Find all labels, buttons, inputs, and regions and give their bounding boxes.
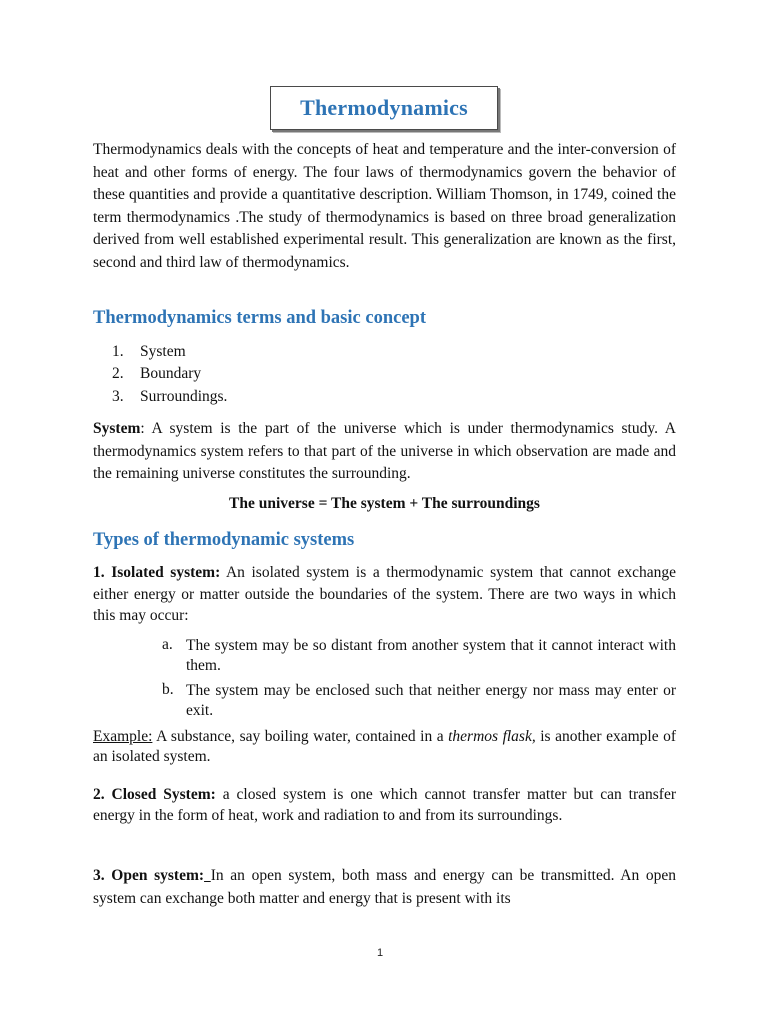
example-label: Example: <box>93 728 153 745</box>
sub-list-item-label: a. <box>162 636 173 653</box>
open-system-section <box>93 864 676 910</box>
system-term: System <box>93 420 141 437</box>
example-text-after: is another example of an isolated system. <box>93 728 677 765</box>
open-system-underlined-space <box>204 867 211 884</box>
closed-system-term: 2. Closed System: <box>93 786 216 803</box>
example-section <box>93 727 676 767</box>
terms-list <box>112 341 412 408</box>
list-item <box>112 363 412 385</box>
list-item-label: System <box>140 343 186 360</box>
example-paragraph <box>93 727 676 767</box>
sub-list-item <box>162 681 676 720</box>
closed-system-paragraph <box>93 785 676 826</box>
intro-paragraph: Thermodynamics deals with the concepts of heat and temperature and the inter-conversion of heat and other forms of energy. The four laws of thermodynamics govern the behavior of these quantities and provide a quantitative description. William Thomson, in 1749, coined the term thermodynamics .The study of thermodynamics is based on three broad generalization derived from well established experimental result. This generalization are known as the first, second and third law of thermodynamics. <box>93 141 676 271</box>
isolated-system-paragraph <box>93 562 676 627</box>
open-system-paragraph <box>93 864 676 910</box>
isolated-system-term: 1. Isolated system: <box>93 564 221 581</box>
list-item <box>112 386 412 408</box>
types-heading-block <box>93 528 676 552</box>
system-definition-section <box>93 418 676 486</box>
system-definition <box>93 418 676 486</box>
isolated-system-section <box>93 562 676 627</box>
terms-heading: Thermodynamics terms and basic concept <box>93 308 426 328</box>
title-box <box>270 86 498 130</box>
terms-heading-block <box>93 306 676 330</box>
sub-list-item-text: The system may be enclosed such that neither energy nor mass may enter or exit. <box>186 682 676 719</box>
system-definition-text: : A system is the part of the universe which is under thermodynamics study. A thermodynamics system refers to that part of the universe in which observation are made and the remaining universe constitutes the surrounding. <box>93 420 676 483</box>
list-item-number: 3. <box>112 387 124 405</box>
list-item-label: Boundary <box>140 365 202 383</box>
example-italic: thermos flask, <box>448 728 536 745</box>
sub-list-item <box>162 636 676 675</box>
open-system-term: 3. Open system: <box>93 867 205 884</box>
sub-list-item-label: b. <box>162 681 174 698</box>
equation-block <box>93 495 676 513</box>
list-item <box>112 341 412 363</box>
example-text-before: A substance, say boiling water, contained in a <box>152 728 449 745</box>
types-heading: Types of thermodynamic systems <box>93 530 355 550</box>
intro-section <box>93 139 676 275</box>
list-item-label: Surroundings. <box>140 387 228 405</box>
universe-equation: The universe = The system + The surroundings <box>229 495 540 512</box>
closed-system-section <box>93 785 676 826</box>
list-item-number: 1. <box>112 343 124 360</box>
page-number: 1 <box>376 947 384 959</box>
sub-list-item-text: The system may be so distant from another system that it cannot interact with them. <box>186 637 676 674</box>
closed-system-text: a closed system is one which cannot transfer matter but can transfer energy in the form of heat, work and radiation to and from its surroundings. <box>93 786 676 824</box>
page-title: Thermodynamics <box>300 95 468 120</box>
open-system-text: In an open system, both mass and energy can be transmitted. An open system can exchange both matter and energy that is present with its <box>93 867 677 907</box>
list-item-number: 2. <box>112 365 124 383</box>
isolated-system-text: An isolated system is a thermodynamic system that cannot exchange either energy or matter outside the boundaries of the system. There are two ways in which this may occur: <box>93 564 677 624</box>
